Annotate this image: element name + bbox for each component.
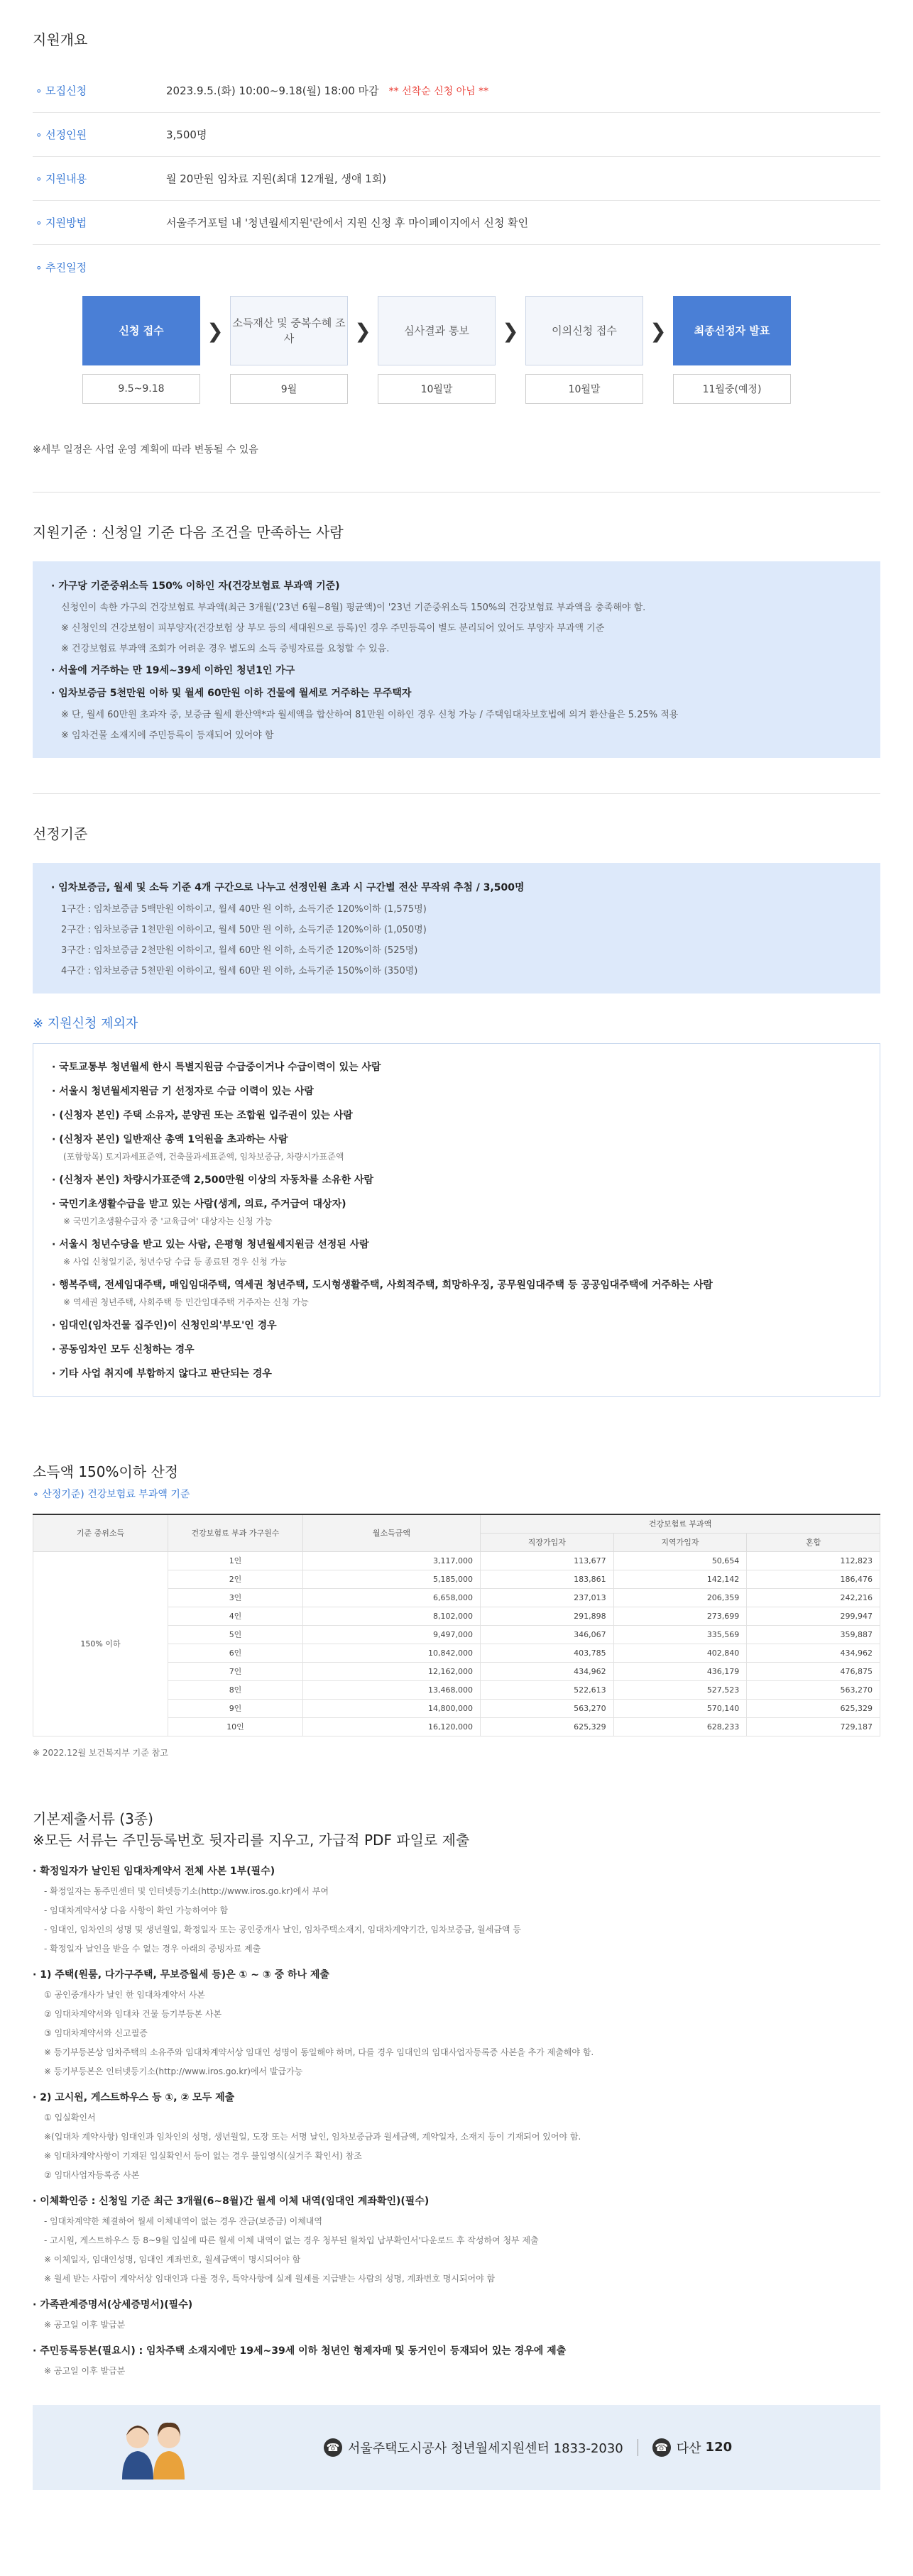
document-sub: ※ 이체일자, 임대인성명, 임대인 계좌번호, 월세금액이 명시되어야 함: [44, 2254, 301, 2264]
table-cell: 522,613: [481, 1680, 614, 1699]
document-item: · 2) 고시원, 게스트하우스 등 ①, ② 모두 제출: [33, 2090, 880, 2104]
criteria-item: · 임차보증금 5천만원 이하 및 월세 60만원 이하 건물에 월세로 거주하는 무주택자: [51, 686, 862, 700]
table-header: 직장가입자: [481, 1533, 614, 1551]
selection-title: 선정기준: [33, 825, 88, 842]
step-date: 10월말: [525, 374, 643, 404]
table-cell: 2인: [168, 1570, 303, 1588]
table-cell: 563,270: [747, 1680, 880, 1699]
document-sub: ③ 임대차계약서와 신고필증: [44, 2027, 148, 2038]
staff-illustration: [111, 2416, 196, 2479]
step-date: 11월중(예정): [673, 374, 791, 404]
table-cell: 403,785: [481, 1644, 614, 1662]
table-cell: 50,654: [613, 1551, 747, 1570]
schedule-step: [230, 296, 348, 404]
schedule-step: [82, 296, 200, 404]
overview-value: 3,500명: [166, 128, 207, 141]
table-cell: 628,233: [613, 1717, 747, 1736]
overview-key: ∘ 지원내용: [33, 171, 166, 186]
step-date: 10월말: [378, 374, 496, 404]
table-cell: 186,476: [747, 1570, 880, 1588]
table-header: 건강보험료 부과액: [481, 1514, 880, 1533]
document-sub: - 임대인, 임차인의 성명 및 생년월일, 확정일자 또는 공인중개사 날인, 임차주택소재지, 임대차계약기간, 임차보증금, 월세금액 등: [44, 1924, 521, 1934]
table-cell: 3인: [168, 1588, 303, 1607]
table-cell: 8,102,000: [303, 1607, 481, 1625]
table-cell: 10인: [168, 1717, 303, 1736]
selection-box: [33, 863, 880, 993]
table-cell: 291,898: [481, 1607, 614, 1625]
selection-tier: 4구간 : 임차보증금 5천만원 이하이고, 월세 60만 원 이하, 소득기준 150%이하 (350명): [61, 966, 418, 976]
exclusion-item: · 국토교통부 청년월세 한시 특별지원금 수급중이거나 수급이력이 있는 사람: [52, 1059, 861, 1074]
income-source: ※ 2022.12월 보건복지부 기준 참고: [33, 1747, 168, 1758]
overview-list: [33, 69, 880, 289]
table-cell: 335,569: [613, 1625, 747, 1644]
contact-info: [324, 2438, 732, 2457]
table-cell: 7인: [168, 1662, 303, 1680]
step-date: 9월: [230, 374, 348, 404]
chevron-right-icon: ❯: [354, 319, 371, 343]
table-cell: 9인: [168, 1699, 303, 1717]
chevron-right-icon: ❯: [207, 319, 224, 343]
exclusion-item: · 행복주택, 전세임대주택, 매입임대주택, 역세권 청년주택, 도시형생활주택, 사회적주택, 희망하우징, 공무원임대주택 등 공공임대주택에 거주하는 사람: [52, 1277, 861, 1292]
document-sub: - 확정일자 날인을 받을 수 없는 경우 아래의 증빙자료 제출: [44, 1943, 261, 1954]
document-sub: ※ 월세 받는 사람이 계약서상 임대인과 다를 경우, 특약사항에 실제 월세를 지급받는 사람의 성명, 계좌번호 명시되어야 함: [44, 2273, 496, 2284]
overview-note: ** 선착순 신청 아님 **: [388, 85, 489, 97]
table-cell: 10,842,000: [303, 1644, 481, 1662]
table-header: 월소득금액: [303, 1514, 481, 1551]
step-date: 9.5~9.18: [82, 374, 200, 404]
income-table: [33, 1514, 880, 1736]
overview-value: 2023.9.5.(화) 10:00~9.18(월) 18:00 마감: [166, 84, 379, 97]
table-cell: 3,117,000: [303, 1551, 481, 1570]
selection-tier: 3구간 : 임차보증금 2천만원 이하이고, 월세 60만 원 이하, 소득기준 120%이하 (525명): [61, 945, 418, 956]
table-cell: 563,270: [481, 1699, 614, 1717]
table-cell: 6,658,000: [303, 1588, 481, 1607]
table-cell: 436,179: [613, 1662, 747, 1680]
criteria-title: 지원기준 : 신청일 기준 다음 조건을 만족하는 사람: [33, 524, 344, 541]
table-cell: 273,699: [613, 1607, 747, 1625]
document-sub: ※ 임대차계약사항이 기재된 입실확인서 등이 없는 경우 불입영식(실거주 확인서) 참조: [44, 2150, 362, 2161]
overview-row-schedule: [33, 245, 880, 289]
overview-title: 지원개요: [33, 31, 88, 48]
table-cell: 527,523: [613, 1680, 747, 1699]
table-header: 지역가입자: [613, 1533, 747, 1551]
table-cell: 242,216: [747, 1588, 880, 1607]
document-sub: ※(입대차 계약사항) 임대인과 임차인의 성명, 생년월일, 도장 또는 서명 날인, 임차보증금과 월세금액, 계약일자, 소재지 등이 기재되어 있어야 함.: [44, 2131, 581, 2142]
contact-footer: [33, 2405, 880, 2490]
table-cell: 402,840: [613, 1644, 747, 1662]
table-cell: 13,468,000: [303, 1680, 481, 1699]
document-sub: ※ 등기부등본상 임차주택의 소유주와 임대차계약서상 임대인 성명이 동일해야 하며, 다를 경우 임대인의 임대사업자등록증 사본을 추가 제출해야 함.: [44, 2047, 594, 2057]
overview-row-content: [33, 157, 880, 201]
table-cell: 113,677: [481, 1551, 614, 1570]
contact-dasan-number: 120: [705, 2440, 733, 2455]
chevron-right-icon: ❯: [650, 319, 667, 343]
table-cell: 434,962: [747, 1644, 880, 1662]
schedule-step: [378, 296, 496, 404]
table-cell: 5인: [168, 1625, 303, 1644]
table-row: [33, 1551, 880, 1570]
document-sub: - 고시원, 게스트하우스 등 8~9월 입실에 따른 월세 이체 내역이 없는 경우 청부된 월차입 납부확인서'다운로드 후 작성하여 청부 제출: [44, 2235, 539, 2245]
document-sub: ② 임대사업자등록증 사본: [44, 2169, 140, 2180]
selection-tier: 1구간 : 임차보증금 5백만원 이하이고, 월세 40만 원 이하, 소득기준 120%이하 (1,575명): [61, 904, 427, 915]
document-sub: ※ 공고일 이후 발급분: [44, 2319, 126, 2330]
table-cell: 299,947: [747, 1607, 880, 1625]
exclusion-item: · (신청자 본인) 주택 소유자, 분양권 또는 조합원 입주권이 있는 사람: [52, 1108, 861, 1122]
table-cell: 14,800,000: [303, 1699, 481, 1717]
exclusion-item: · 서울시 청년수당을 받고 있는 사람, 은평형 청년월세지원금 선정된 사람: [52, 1237, 861, 1251]
criteria-sub: ※ 신청인의 건강보험이 피부양자(건강보험 상 부모 등의 세대원으로 등록)인 경우 주민등록이 별도 분리되어 있어도 부양자 부과액 기준: [61, 623, 605, 634]
income-group-label: 150% 이하: [33, 1551, 168, 1736]
selection-tier: 2구간 : 임차보증금 1천만원 이하이고, 월세 50만 원 이하, 소득기준 120%이하 (1,050명): [61, 925, 427, 935]
income-title: 소득액 150%이하 산정: [33, 1463, 179, 1480]
exclusion-sub: (포함항목) 토지과세표준액, 건축물과세표준액, 임차보증금, 차량시가표준액: [63, 1152, 344, 1162]
step-label: 신청 접수: [82, 296, 200, 365]
exclusion-item: · 기타 사업 취지에 부합하지 않다고 판단되는 경우: [52, 1366, 861, 1380]
exclusion-item: · (신청자 본인) 일반재산 총액 1억원을 초과하는 사람: [52, 1132, 861, 1146]
criteria-sub: ※ 단, 월세 60만원 초과자 중, 보증금 월세 환산액*과 월세액을 합산하여 81만원 이하인 경우 신청 가능 / 주택임대차보호법에 의거 환산율은 5.25% 적용: [61, 710, 679, 720]
document-sub: - 확정일자는 동주민센터 및 인터넷등기소(http://www.iros.go.kr)에서 부여: [44, 1886, 329, 1896]
contact-dasan-label: 다산: [676, 2440, 701, 2456]
document-sub: - 임대차계약서상 다음 사항이 확인 가능하여야 함: [44, 1905, 229, 1915]
contact-center: 서울주택도시공사 청년월세지원센터 1833-2030: [348, 2440, 623, 2456]
schedule-flow: [33, 296, 880, 404]
document-item: · 가족관계증명서(상세증명서)(필수): [33, 2297, 880, 2311]
table-cell: 729,187: [747, 1717, 880, 1736]
table-header: 기준 중위소득: [33, 1514, 168, 1551]
step-label: 최종선정자 발표: [673, 296, 791, 365]
table-cell: 359,887: [747, 1625, 880, 1644]
overview-value: 서울주거포털 내 '청년월세지원'란에서 지원 신청 후 마이페이지에서 신청 확인: [166, 216, 529, 229]
overview-row-method: [33, 201, 880, 245]
table-cell: 183,861: [481, 1570, 614, 1588]
table-cell: 8인: [168, 1680, 303, 1699]
exclusion-item: · 임대인(임차건물 집주인)이 신청인의'부모'인 경우: [52, 1318, 861, 1332]
table-cell: 12,162,000: [303, 1662, 481, 1680]
document-item: · 이체확인증 : 신청일 기준 최근 3개월(6~8월)간 월세 이체 내역(임대인 계좌확인)(필수): [33, 2194, 880, 2208]
overview-row-count: [33, 113, 880, 157]
table-cell: 570,140: [613, 1699, 747, 1717]
table-cell: 142,142: [613, 1570, 747, 1588]
table-cell: 346,067: [481, 1625, 614, 1644]
table-cell: 206,359: [613, 1588, 747, 1607]
phone-icon: ☎: [324, 2438, 342, 2457]
document-sub: ① 입실확인서: [44, 2112, 96, 2123]
table-cell: 237,013: [481, 1588, 614, 1607]
criteria-sub: ※ 건강보험료 부과액 조회가 어려운 경우 별도의 소득 증빙자료를 요청할 수 있음.: [61, 644, 390, 654]
schedule-step: [525, 296, 643, 404]
exclusions-box: [33, 1043, 880, 1397]
step-label: 이의신청 접수: [525, 296, 643, 365]
criteria-box: [33, 561, 880, 758]
table-cell: 434,962: [481, 1662, 614, 1680]
table-cell: 476,875: [747, 1662, 880, 1680]
overview-key: ∘ 추진일정: [33, 260, 166, 275]
criteria-sub: 신청인이 속한 가구의 건강보험료 부과액(최근 3개월('23년 6월~8월) 평균액)이 '23년 기준중위소득 150%의 건강보험료 부과액을 충족해야 함.: [61, 602, 646, 613]
overview-key: ∘ 선정인원: [33, 127, 166, 142]
document-sub: ② 임대차계약서와 임대차 건물 등기부등본 사본: [44, 2008, 222, 2019]
table-header: 혼합: [747, 1533, 880, 1551]
income-table-body: [33, 1551, 880, 1736]
document-item: · 주민등록등본(필요시) : 임차주택 소재지에만 19세~39세 이하 청년인 형제자매 및 동거인이 등재되어 있는 경우에 제출: [33, 2343, 880, 2357]
document-sub: - 임대차계약한 체결하여 월세 이체내역이 없는 경우 잔금(보증금) 이체내역: [44, 2216, 322, 2226]
document-item: · 확정일자가 날인된 임대차계약서 전체 사본 1부(필수): [33, 1864, 880, 1878]
table-cell: 1인: [168, 1551, 303, 1570]
exclusion-item: · 공동임차인 모두 신청하는 경우: [52, 1342, 861, 1356]
income-subtitle: ∘ 산정기준) 건강보험료 부과액 기준: [33, 1489, 190, 1500]
exclusion-item: · (신청자 본인) 차량시가표준액 2,500만원 이상의 자동차를 소유한 사람: [52, 1172, 861, 1187]
table-cell: 5,185,000: [303, 1570, 481, 1588]
table-cell: 9,497,000: [303, 1625, 481, 1644]
overview-value: 월 20만원 임차료 지원(최대 12개월, 생애 1회): [166, 172, 387, 185]
divider: [33, 793, 880, 794]
document-item: · 1) 주택(원룸, 다가구주택, 무보증월세 등)은 ① ~ ③ 중 하나 제출: [33, 1967, 880, 1981]
table-cell: 6인: [168, 1644, 303, 1662]
table-cell: 625,329: [747, 1699, 880, 1717]
exclusion-sub: ※ 역세권 청년주택, 사회주택 등 민간임대주택 거주자는 신청 가능: [63, 1297, 309, 1307]
criteria-sub: ※ 임차건물 소재지에 주민등록이 등재되어 있어야 함: [61, 730, 274, 741]
step-label: 소득재산 및 중복수혜 조사: [230, 296, 348, 365]
overview-key: ∘ 모집신청: [33, 83, 166, 98]
document-sub: ※ 등기부등본은 인터넷등기소(http://www.iros.go.kr)에서 발급가능: [44, 2066, 303, 2076]
table-cell: 625,329: [481, 1717, 614, 1736]
chevron-right-icon: ❯: [502, 319, 519, 343]
table-cell: 16,120,000: [303, 1717, 481, 1736]
overview-row-apply: [33, 69, 880, 113]
schedule-note: ※세부 일정은 사업 운영 계획에 따라 변동될 수 있음: [33, 444, 258, 456]
overview-key: ∘ 지원방법: [33, 215, 166, 230]
table-header: 건강보험료 부과 가구원수: [168, 1514, 303, 1551]
document-sub: ※ 공고일 이후 발급분: [44, 2365, 126, 2376]
table-cell: 4인: [168, 1607, 303, 1625]
document-sub: ① 공인중개사가 날인 한 임대차계약서 사본: [44, 1989, 205, 2000]
schedule-step: [673, 296, 791, 404]
selection-lead: · 임차보증금, 월세 및 소득 기준 4개 구간으로 나누고 선정인원 초과 시 구간별 전산 무작위 추첨 / 3,500명: [51, 880, 862, 894]
criteria-item: · 가구당 기준중위소득 150% 이하인 자(건강보험료 부과액 기준): [51, 578, 862, 593]
step-label: 심사결과 통보: [378, 296, 496, 365]
documents-subtitle: ※모든 서류는 주민등록번호 뒷자리를 지우고, 가급적 PDF 파일로 제출: [33, 1831, 470, 1849]
documents-list: [33, 1864, 880, 2377]
exclusion-item: · 국민기초생활수급을 받고 있는 사람(생계, 의료, 주거급여 대상자): [52, 1196, 861, 1211]
exclusion-item: · 서울시 청년월세지원금 기 선정자로 수급 이력이 있는 사람: [52, 1084, 861, 1098]
table-cell: 112,823: [747, 1551, 880, 1570]
phone-icon: ☎: [652, 2438, 671, 2457]
exclusion-sub: ※ 사업 신청일기준, 청년수당 수급 등 종료된 경우 신청 가능: [63, 1257, 287, 1267]
exclusion-sub: ※ 국민기초생활수급자 중 '교육급여' 대상자는 신청 가능: [63, 1216, 273, 1226]
criteria-item: · 서울에 거주하는 만 19세~39세 이하인 청년1인 가구: [51, 663, 862, 677]
exclusions-title: ※ 지원신청 제외자: [33, 1016, 138, 1031]
documents-section: [33, 1808, 880, 2377]
documents-title: 기본제출서류 (3종): [33, 1810, 153, 1827]
